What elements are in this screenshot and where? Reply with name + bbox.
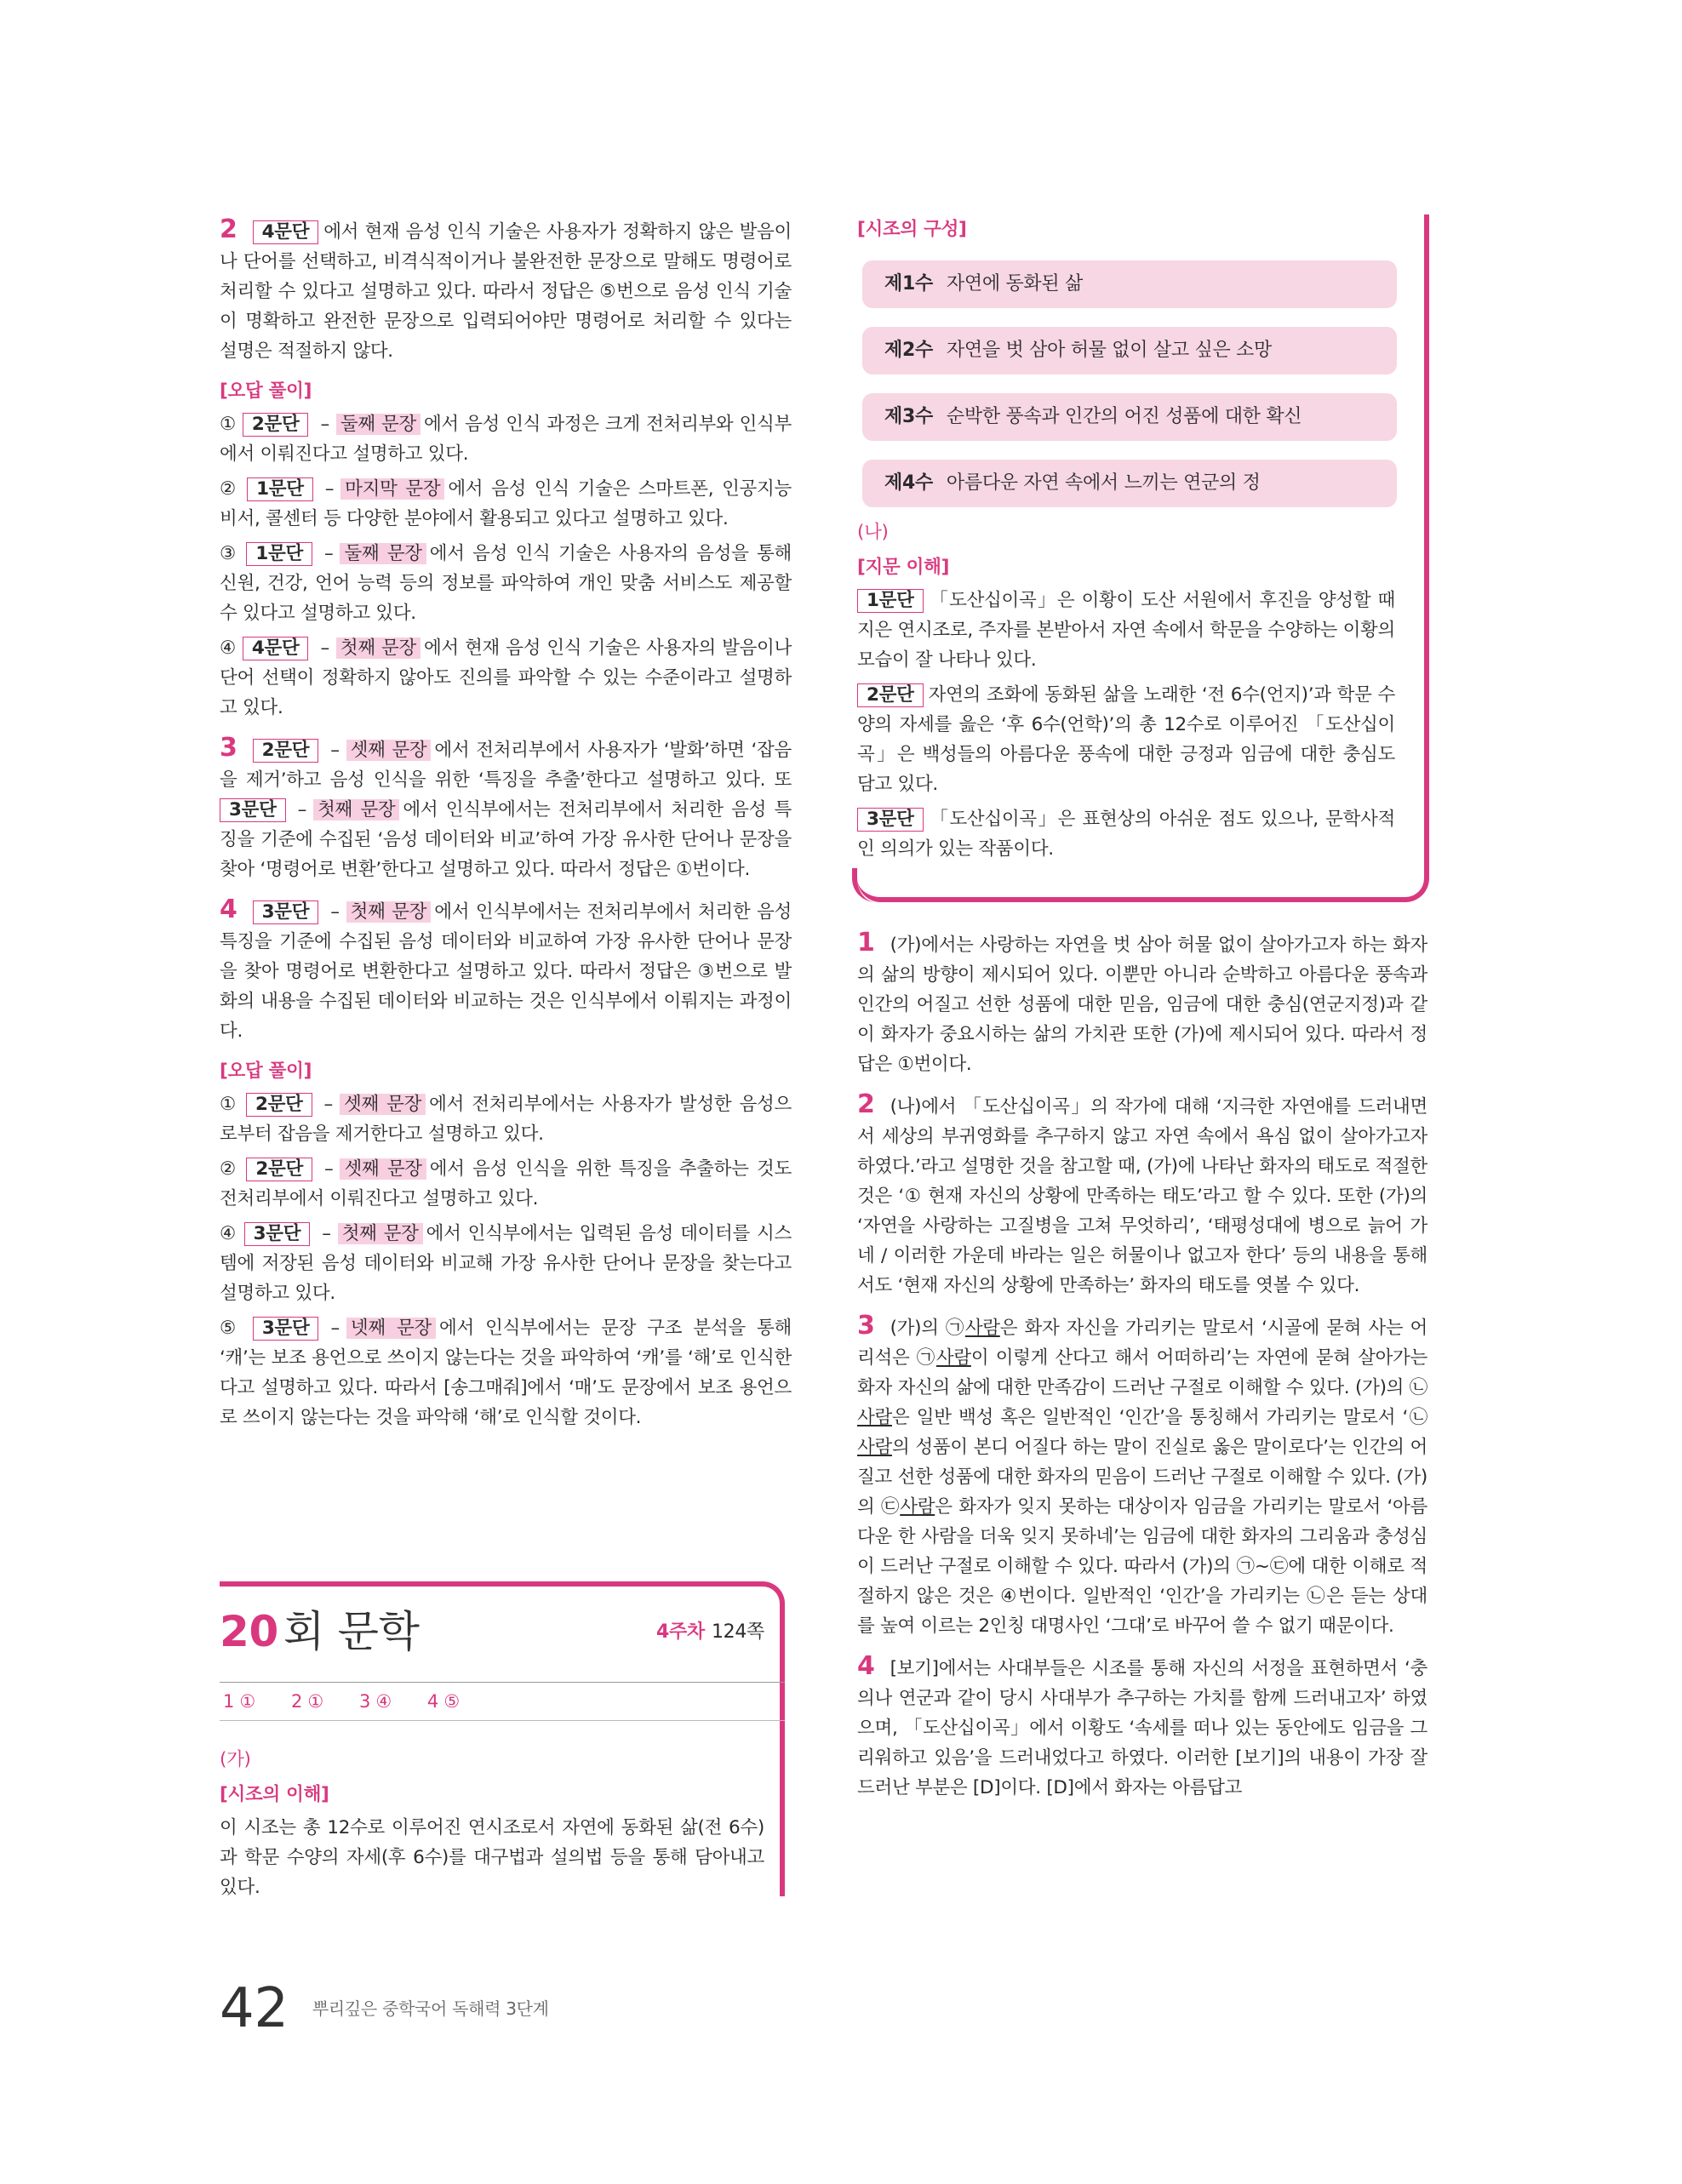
passage-paragraph: 1문단 「도산십이곡」은 이황이 도산 서원에서 후진을 양성할 때 지은 연시조로, 주자를 본받아서 자연 속에서 학문을 수양하는 이황의 모습이 잘 나타나 있다. — [857, 590, 1395, 671]
book-title: 뿌리깊은 중학국어 독해력 3단계 — [312, 1998, 549, 2019]
question-number: 3 — [857, 1311, 875, 1341]
page-number: 42 — [220, 1977, 289, 2040]
answer-explanation-2 — [220, 214, 792, 366]
wrong-answer-item: ④ 4문단 – 첫째 문장 에서 현재 음성 인식 기술은 사용자의 발음이나 단어 선택이 정확하지 않아도 진의를 파악할 수 있는 수준이라고 설명하고 있다. — [220, 637, 792, 718]
paragraph-tag: 4문단 — [253, 220, 319, 244]
lesson-title: 회 문학 — [283, 1607, 420, 1656]
paragraph-tag: 3문단 — [244, 1222, 311, 1246]
sentence-highlight: 첫째 문장 — [338, 1223, 423, 1244]
passage-paragraph: 2문단 자연의 조화에 동화된 삶을 노래한 ‘전 6수(언지)’과 학문 수양의 자세를 읊은 ‘후 6수(언학)’의 총 12수로 이루어진 「도산십이곡」은 백성들의 아름다운 풍속에 대한 긍정과 임금에 대한 충심도 담고 있다. — [857, 684, 1395, 795]
lesson-title-row — [220, 1602, 764, 1661]
paragraph-tag: 2문단 — [243, 413, 309, 437]
sentence-highlight: 셋째 문장 — [346, 740, 432, 761]
paragraph-tag: 1문단 — [857, 589, 924, 613]
paragraph-tag: 2문단 — [246, 1158, 312, 1181]
sentence-highlight: 둘째 문장 — [340, 543, 426, 564]
wrong-answer-item: ① 2문단 – 둘째 문장 에서 음성 인식 과정은 크게 전처리부와 인식부에서 이뤄진다고 설명하고 있다. — [220, 414, 792, 465]
label-na: (나) — [857, 522, 889, 543]
paragraph-tag: 3문단 — [220, 798, 286, 822]
label-ga: (가) — [220, 1749, 251, 1770]
sentence-highlight: 첫째 문장 — [336, 637, 420, 659]
wrong-answer-item: ⑤ 3문단 – 넷째 문장 에서 인식부에서는 문장 구조 분석을 통해 ‘캐’는 보조 용언으로 쓰이지 않는다는 것을 파악하여 ‘캐’를 ‘해’로 인식한다고 설명하고 있다. 따라서 [송그매줘]에서 ‘매’도 문장에서 보조 용언으로 쓰이지 않는다는 것을 파악해 ‘해’로 인식할 것이다. — [220, 1318, 792, 1428]
question-number: 2 — [220, 214, 237, 244]
sentence-highlight: 셋째 문장 — [340, 1158, 426, 1180]
question-number: 4 — [857, 1651, 875, 1681]
sentence-highlight: 첫째 문장 — [346, 901, 432, 923]
paragraph-tag: 1문단 — [246, 542, 312, 566]
wrong-answer-item: ④ 3문단 – 첫째 문장 에서 인식부에서는 입력된 음성 데이터를 시스템에 저장된 음성 데이터와 비교해 가장 유사한 단어나 문장을 찾는다고 설명하고 있다. — [220, 1223, 792, 1304]
answer-explanation-3: 3 (가)의 ㉠사람은 화자 자신을 가리키는 말로서 ‘시골에 묻혀 사는 어리석은 ㉠사람이 이렇게 산다고 해서 어떠하리’는 자연에 묻혀 살아가는 화자 자신의 삶에 대한 만족감이 드러난 구절로 이해할 수 있다. (가)의 ㉡사람은 일반 백성 혹은 일반적인 ‘인간’을 통칭해서 가리키는 말로서 ‘㉡사람의 성품이 본디 어질다 하는 말이 진실로 옳은 말이로다’는 인간의 어질고 선한 성품에 대한 화자의 믿음이 드러난 구절로 이해할 수 있다. (가)의 ㉢사람은 화자가 잊지 못하는 대상이자 임금을 가리키는 말로서 ‘아름다운 한 사람을 더욱 잊지 못하네’는 임금에 대한 화자의 그리움과 충성심이 드러난 구절로 이해할 수 있다. 따라서 (가)의 ㉠~㉢에 대한 이해로 적절하지 않은 것은 ④번이다. 일반적인 ‘인간’을 가리키는 ㉡은 듣는 상대를 높여 이르는 2인칭 대명사인 ‘그대’로 바꾸어 쓸 수 없기 때문이다. — [857, 1311, 1427, 1637]
sentence-highlight: 첫째 문장 — [313, 799, 399, 820]
sentence-highlight: 넷째 문장 — [346, 1318, 436, 1339]
question-number: 1 — [857, 928, 875, 958]
stanza-pill: 제3수 순박한 풍속과 인간의 어진 성품에 대한 확신 — [862, 393, 1397, 441]
section-heading-sijo: [시조의 이해] — [220, 1784, 329, 1805]
section-heading-passage: [지문 이해] — [857, 557, 950, 578]
wrong-answer-item: ③ 1문단 – 둘째 문장 에서 음성 인식 기술은 사용자의 음성을 통해 신원, 건강, 언어 능력 등의 정보를 파악하여 개인 맞춤 서비스도 제공할 수 있다고 설명하고 있다. — [220, 543, 792, 624]
stanza-pill: 제2수 자연을 벗 삼아 허물 없이 살고 싶은 소망 — [862, 327, 1397, 374]
poem-summary-text: 이 시조는 총 12수로 이루어진 연시조로서 자연에 동화된 삶(전 6수)과 학문 수양의 자세(후 6수)를 대구법과 설의법 등을 통해 담아내고 있다. — [220, 1817, 764, 1898]
answer-key-item: 3 ④ — [358, 1691, 392, 1712]
paragraph-tag: 3문단 — [857, 808, 924, 832]
answer-key-item: 1 ① — [223, 1691, 255, 1712]
sijo-structure-panel — [857, 214, 1429, 902]
right-column-body — [857, 928, 1427, 1813]
wrong-answer-item: ① 2문단 – 셋째 문장 에서 전처리부에서는 사용자가 발성한 음성으로부터 잡음을 제거한다고 설명하고 있다. — [220, 1094, 792, 1145]
passage-paragraph: 3문단 「도산십이곡」은 표현상의 아쉬운 점도 있으나, 문학사적인 의의가 있는 작품이다. — [857, 809, 1395, 860]
paragraph-tag: 2문단 — [246, 1093, 312, 1117]
answer-key-row — [220, 1682, 785, 1721]
answer-explanation-3: 3 2문단 – 셋째 문장 에서 전처리부에서 사용자가 ‘발화’하면 ‘잡음을 제거’하고 음성 인식을 위한 ‘특징을 추출’한다고 설명하고 있다. 또 3문단 – 첫째 문장 에서 인식부에서는 전처리부에서 처리한 음성 특징을 기준에 수집된 ‘음성 데이터와 비교’하여 가장 유사한 단어나 문장을 찾아 ‘명령어로 변환’한다고 설명하고 있다. 따라서 정답은 ①번이다. — [220, 733, 792, 880]
answer-explanation-1: 1 (가)에서는 사랑하는 자연을 벗 삼아 허물 없이 살아가고자 하는 화자의 삶의 방향이 제시되어 있다. 이뿐만 아니라 순박하고 아름다운 풍속과 인간의 어질고 선한 성품에 대한 믿음, 임금에 대한 충심(연군지정)과 같이 화자가 중요시하는 삶의 가치관 또한 (가)에 제시되어 있다. 따라서 정답은 ①번이다. — [857, 928, 1427, 1075]
stanza-pill: 제4수 아름다운 자연 속에서 느끼는 연군의 정 — [862, 460, 1397, 507]
poem-summary — [220, 1740, 764, 1912]
stanza-pill: 제1수 자연에 동화된 삶 — [862, 260, 1397, 308]
section-heading-structure: [시조의 구성] — [857, 219, 967, 240]
question-number: 4 — [220, 895, 237, 924]
section-heading-wrong-answers: [오답 풀이] — [220, 1061, 312, 1082]
section-heading-wrong-answers: [오답 풀이] — [220, 380, 312, 402]
paragraph-tag: 1문단 — [247, 477, 313, 501]
answer-key-item: 4 ⑤ — [426, 1691, 460, 1712]
lesson-number: 20 — [220, 1607, 278, 1656]
question-number: 2 — [857, 1089, 875, 1119]
lesson-header-panel — [220, 1581, 792, 1898]
wrong-answer-item: ② 1문단 – 마지막 문장 에서 음성 인식 기술은 스마트폰, 인공지능 비서, 콜센터 등 다양한 분야에서 활용되고 있다고 설명하고 있다. — [220, 478, 792, 529]
sentence-highlight: 둘째 문장 — [336, 414, 420, 435]
paragraph-tag: 2문단 — [253, 739, 319, 763]
answer-explanation-2: 2 (나)에서 「도산십이곡」의 작가에 대해 ‘지극한 자연애를 드러내면서 세상의 부귀영화를 추구하지 않고 자연 속에서 욕심 없이 살아가고자 하였다.’라고 설명한 것을 참고할 때, (가)에 나타난 화자의 태도로 적절한 것은 ‘① 현재 자신의 상황에 만족하는 태도’라고 할 수 있다. 또한 (가)의 ‘자연을 사랑하는 고질병을 고쳐 무엇하리’, ‘태평성대에 병으로 늙어 가네 / 이러한 가운데 바라는 일은 허물이나 없고자 한다’ 등의 내용을 통해서도 ‘현재 자신의 상황에 만족하는’ 화자의 태도를 엿볼 수 있다. — [857, 1089, 1427, 1296]
question-number: 3 — [220, 733, 237, 763]
week-reference: 4주차 124쪽 — [656, 1621, 764, 1643]
answer-explanation-4: 4 [보기]에서는 사대부들은 시조를 통해 자신의 서정을 표현하면서 ‘충의나 연군과 같이 당시 사대부가 추구하는 가치를 함께 드러내고자’ 하였으며, 「도산십이곡」에서 이황도 ‘속세를 떠나 있는 동안에도 임금을 그리워하고 있음’을 드러내었다고 하였다. 이러한 [보기]의 내용이 가장 잘 드러난 부분은 [D]이다. [D]에서 화자는 아름답고 — [857, 1651, 1427, 1798]
paragraph-tag: 4문단 — [243, 637, 309, 660]
paragraph-tag: 3문단 — [253, 900, 319, 924]
explanation-text: 에서 현재 음성 인식 기술은 사용자가 정확하지 않은 발음이나 단어를 선택하고, 비격식적이거나 불완전한 문장으로 말해도 명령어로 처리할 수 있다고 설명하고 있다. 따라서 정답은 ⑤번으로 음성 인식 기술이 명확하고 완전한 문장으로 입력되어야만 명령어로 처리할 수 있다는 설명은 적절하지 않다. — [220, 221, 792, 362]
sentence-highlight: 마지막 문장 — [340, 478, 444, 500]
left-column — [220, 214, 792, 1443]
paragraph-tag: 3문단 — [253, 1317, 319, 1341]
paragraph-tag: 2문단 — [857, 683, 924, 707]
page-footer — [220, 1975, 549, 2043]
answer-explanation-4: 4 3문단 – 첫째 문장 에서 인식부에서는 전처리부에서 처리한 음성 특징을 기준에 수집된 음성 데이터와 비교하여 가장 유사한 단어나 문장을 찾아 명령어로 변환한다고 설명하고 있다. 따라서 정답은 ③번으로 발화의 내용을 수집된 데이터와 비교하는 것은 인식부에서 이뤄지는 과정이다. — [220, 895, 792, 1042]
answer-key-item: 2 ① — [290, 1691, 323, 1712]
wrong-answer-item: ② 2문단 – 셋째 문장 에서 음성 인식을 위한 특징을 추출하는 것도 전처리부에서 이뤄진다고 설명하고 있다. — [220, 1158, 792, 1209]
sentence-highlight: 셋째 문장 — [340, 1094, 426, 1115]
